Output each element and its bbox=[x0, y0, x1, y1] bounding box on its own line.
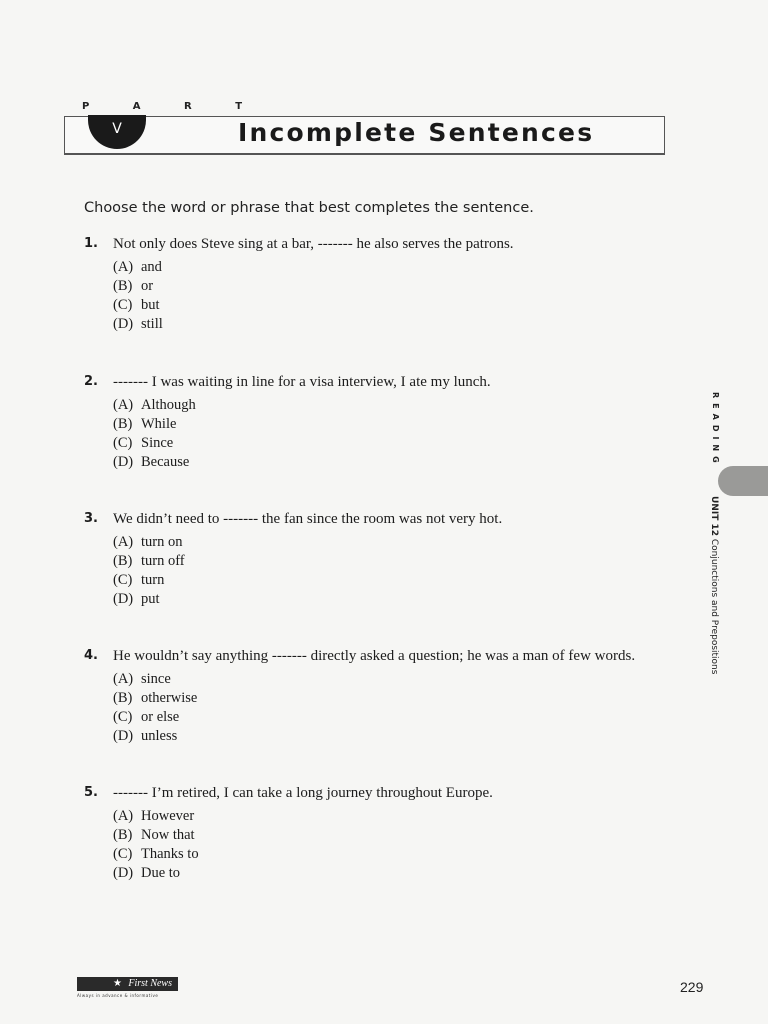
option-a[interactable] bbox=[113, 534, 185, 553]
option-text: but bbox=[141, 297, 160, 313]
option-text: Because bbox=[141, 454, 190, 470]
option-letter: (B) bbox=[113, 827, 133, 843]
option-text: turn bbox=[141, 572, 165, 588]
section-tab-marker bbox=[718, 466, 768, 496]
option-letter: (D) bbox=[113, 728, 134, 744]
option-letter: (A) bbox=[113, 397, 134, 413]
section-label: READING bbox=[711, 392, 720, 468]
unit-topic: Conjunctions and Prepositions bbox=[709, 538, 719, 675]
option-a[interactable] bbox=[113, 397, 196, 416]
option-c[interactable] bbox=[113, 297, 163, 316]
option-letter: (A) bbox=[113, 808, 134, 824]
question-number: 2. bbox=[84, 374, 98, 389]
option-list bbox=[113, 808, 199, 884]
option-text: turn off bbox=[141, 553, 185, 569]
option-list bbox=[113, 671, 197, 747]
question-2 bbox=[84, 374, 491, 473]
option-text: or bbox=[141, 278, 154, 294]
option-text: still bbox=[141, 316, 163, 332]
question-number: 4. bbox=[84, 648, 98, 663]
option-b[interactable] bbox=[113, 690, 197, 709]
option-list bbox=[113, 397, 196, 473]
option-b[interactable] bbox=[113, 553, 185, 572]
option-c[interactable] bbox=[113, 709, 197, 728]
option-text: since bbox=[141, 671, 171, 687]
question-number: 5. bbox=[84, 785, 98, 800]
option-c[interactable] bbox=[113, 846, 199, 865]
option-letter: (C) bbox=[113, 572, 133, 588]
unit-number: UNIT 12 bbox=[709, 496, 719, 536]
option-b[interactable] bbox=[113, 278, 163, 297]
option-letter: (C) bbox=[113, 435, 133, 451]
option-d[interactable] bbox=[113, 865, 199, 884]
instructions: Choose the word or phrase that best completes the sentence. bbox=[84, 200, 534, 216]
logo-tagline: Always in advance & informative bbox=[77, 993, 159, 998]
option-letter: (D) bbox=[113, 591, 134, 607]
question-number: 3. bbox=[84, 511, 98, 526]
question-text: Not only does Steve sing at a bar, ------- he also serves the patrons. bbox=[113, 236, 514, 252]
option-letter: (A) bbox=[113, 534, 134, 550]
option-d[interactable] bbox=[113, 591, 185, 610]
option-text: unless bbox=[141, 728, 178, 744]
question-number: 1. bbox=[84, 236, 98, 251]
question-text: ------- I’m retired, I can take a long journey throughout Europe. bbox=[113, 785, 493, 801]
question-text: We didn’t need to ------- the fan since the room was not very hot. bbox=[113, 511, 503, 527]
part-label: P A R T bbox=[82, 101, 263, 112]
option-letter: (D) bbox=[113, 454, 134, 470]
page-number: 229 bbox=[680, 979, 704, 995]
option-d[interactable] bbox=[113, 728, 197, 747]
unit-label bbox=[709, 496, 719, 674]
option-letter: (C) bbox=[113, 709, 133, 725]
option-letter: (B) bbox=[113, 690, 133, 706]
option-text: turn on bbox=[141, 534, 183, 550]
logo-text: First News bbox=[128, 978, 172, 989]
question-text: ------- I was waiting in line for a visa interview, I ate my lunch. bbox=[113, 374, 491, 390]
question-text: He wouldn’t say anything ------- directly asked a question; he was a man of few words. bbox=[113, 648, 636, 664]
question-4 bbox=[84, 648, 636, 747]
option-letter: (B) bbox=[113, 278, 133, 294]
page-title: Incomplete Sentences bbox=[238, 118, 595, 147]
option-c[interactable] bbox=[113, 435, 196, 454]
option-text: and bbox=[141, 259, 162, 275]
option-letter: (B) bbox=[113, 416, 133, 432]
option-text: However bbox=[141, 808, 195, 824]
option-text: While bbox=[141, 416, 177, 432]
option-b[interactable] bbox=[113, 827, 199, 846]
option-letter: (D) bbox=[113, 865, 134, 881]
question-5 bbox=[84, 785, 493, 884]
option-text: Although bbox=[141, 397, 196, 413]
option-a[interactable] bbox=[113, 808, 199, 827]
option-a[interactable] bbox=[113, 671, 197, 690]
question-3 bbox=[84, 511, 503, 610]
question-1 bbox=[84, 236, 514, 335]
publisher-logo bbox=[77, 977, 178, 991]
star-icon: ★ bbox=[113, 978, 122, 989]
option-c[interactable] bbox=[113, 572, 185, 591]
option-text: otherwise bbox=[141, 690, 198, 706]
option-text: or else bbox=[141, 709, 180, 725]
option-text: Now that bbox=[141, 827, 195, 843]
option-text: put bbox=[141, 591, 160, 607]
option-text: Due to bbox=[141, 865, 181, 881]
part-number-badge: V bbox=[88, 115, 146, 149]
option-d[interactable] bbox=[113, 454, 196, 473]
option-d[interactable] bbox=[113, 316, 163, 335]
option-a[interactable] bbox=[113, 259, 163, 278]
option-letter: (B) bbox=[113, 553, 133, 569]
option-b[interactable] bbox=[113, 416, 196, 435]
option-text: Since bbox=[141, 435, 174, 451]
option-text: Thanks to bbox=[141, 846, 199, 862]
option-letter: (C) bbox=[113, 846, 133, 862]
option-letter: (C) bbox=[113, 297, 133, 313]
option-letter: (D) bbox=[113, 316, 134, 332]
option-list bbox=[113, 259, 163, 335]
option-letter: (A) bbox=[113, 259, 134, 275]
option-letter: (A) bbox=[113, 671, 134, 687]
option-list bbox=[113, 534, 185, 610]
